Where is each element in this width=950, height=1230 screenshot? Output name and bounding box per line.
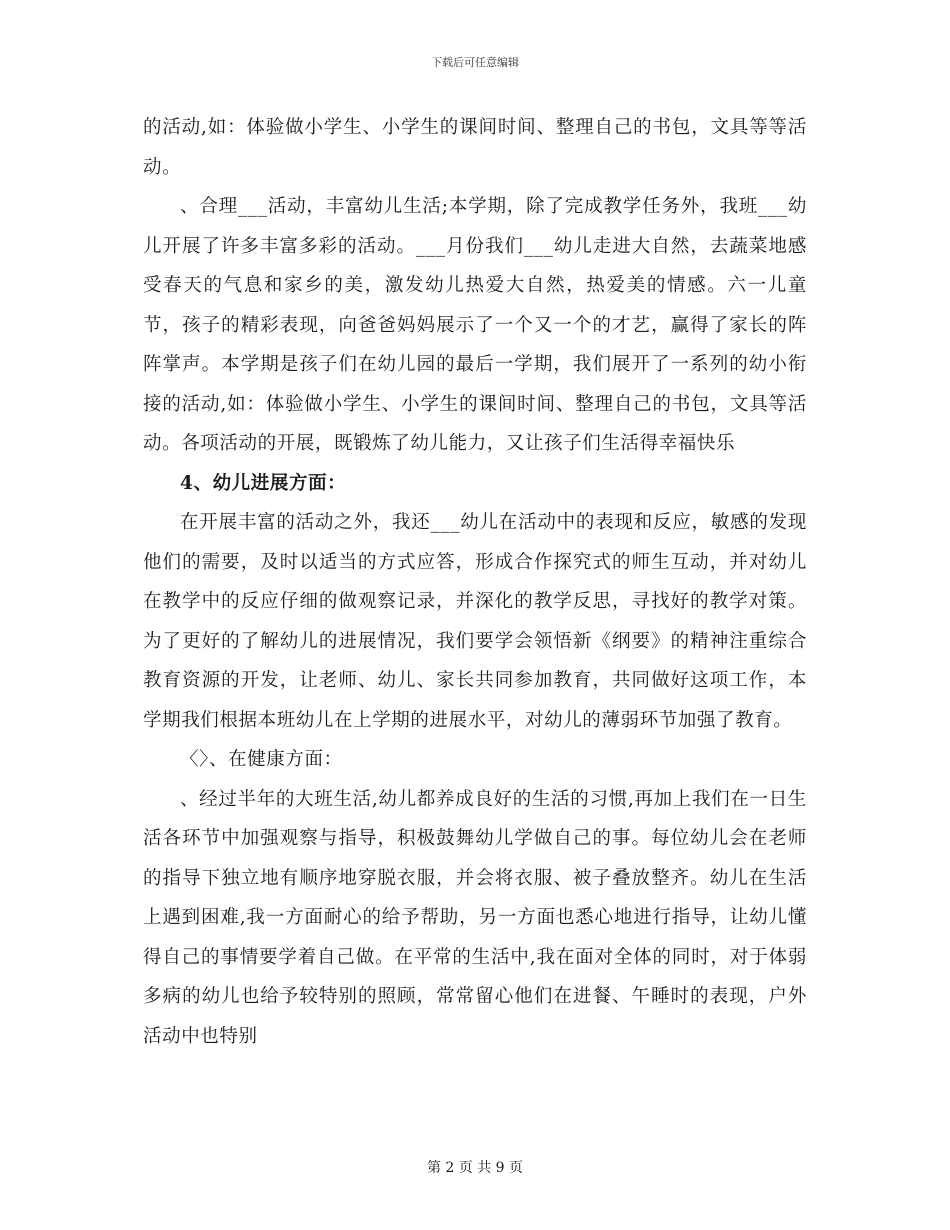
- paragraph-continuation: 的活动,如：体验做小学生、小学生的课间时间、整理自己的书包，文具等等活动。: [143, 117, 807, 178]
- paragraph-activities: 、合理___活动，丰富幼儿生活;本学期，除了完成教学任务外，我班___幼儿开展了许多丰富多彩的活动。___月份我们___幼儿走进大自然，去蔬菜地感受春天的气息和家乡的美，激发幼儿热爱大自然，热爱美的情感。六一儿童节，孩子的精彩表现，向爸爸妈妈展示了一个又一个的才艺，赢得了家长的阵阵掌声。本学期是孩子们在幼儿园的最后一学期，我们展开了一系列的幼小衔接的活动,如：体验做小学生、小学生的课间时间、整理自己的书包，文具等活动。各项活动的开展，既锻炼了幼儿能力，又让孩子们生活得幸福快乐: [143, 196, 807, 454]
- section-heading-development: 4、幼儿进展方面：: [180, 472, 347, 494]
- paragraph-development: 在开展丰富的活动之外，我还___幼儿在活动中的表现和反应，敏感的发现他们的需要，及时以适当的方式应答，形成合作探究式的师生互动，并对幼儿在教学中的反应仔细的做观察记录，并深化的教学反思，寻找好的教学对策。为了更好的了解幼儿的进展情况，我们要学会领悟新《纲要》的精神注重综合教育资源的开发，让老师、幼儿、家长共同参加教育，共同做好这项工作，本学期我们根据本班幼儿在上学期的进展水平，对幼儿的薄弱环节加强了教育。: [143, 512, 807, 731]
- document-body: [143, 108, 807, 1056]
- page-footer: 第 2 页 共 9 页: [426, 1160, 524, 1176]
- page-header: 下载后可任意编辑: [431, 56, 519, 69]
- paragraph-health: 、经过半年的大班生活,幼儿都养成良好的生活的习惯,再加上我们在一日生活各环节中加强观察与指导，积极鼓舞幼儿学做自己的事。每位幼儿会在老师的指导下独立地有顺序地穿脱衣服，并会将衣服、被子叠放整齐。幼儿在生活上遇到困难,我一方面耐心的给予帮助，另一方面也悉心地进行指导，让幼儿懂得自己的事情要学着自己做。在平常的生活中,我在面对全体的同时，对于体弱多病的幼儿也给予较特别的照顾，常常留心他们在进餐、午睡时的表现，户外活动中也特别: [143, 788, 807, 1047]
- subsection-heading-health: 〈〉、在健康方面：: [180, 749, 343, 770]
